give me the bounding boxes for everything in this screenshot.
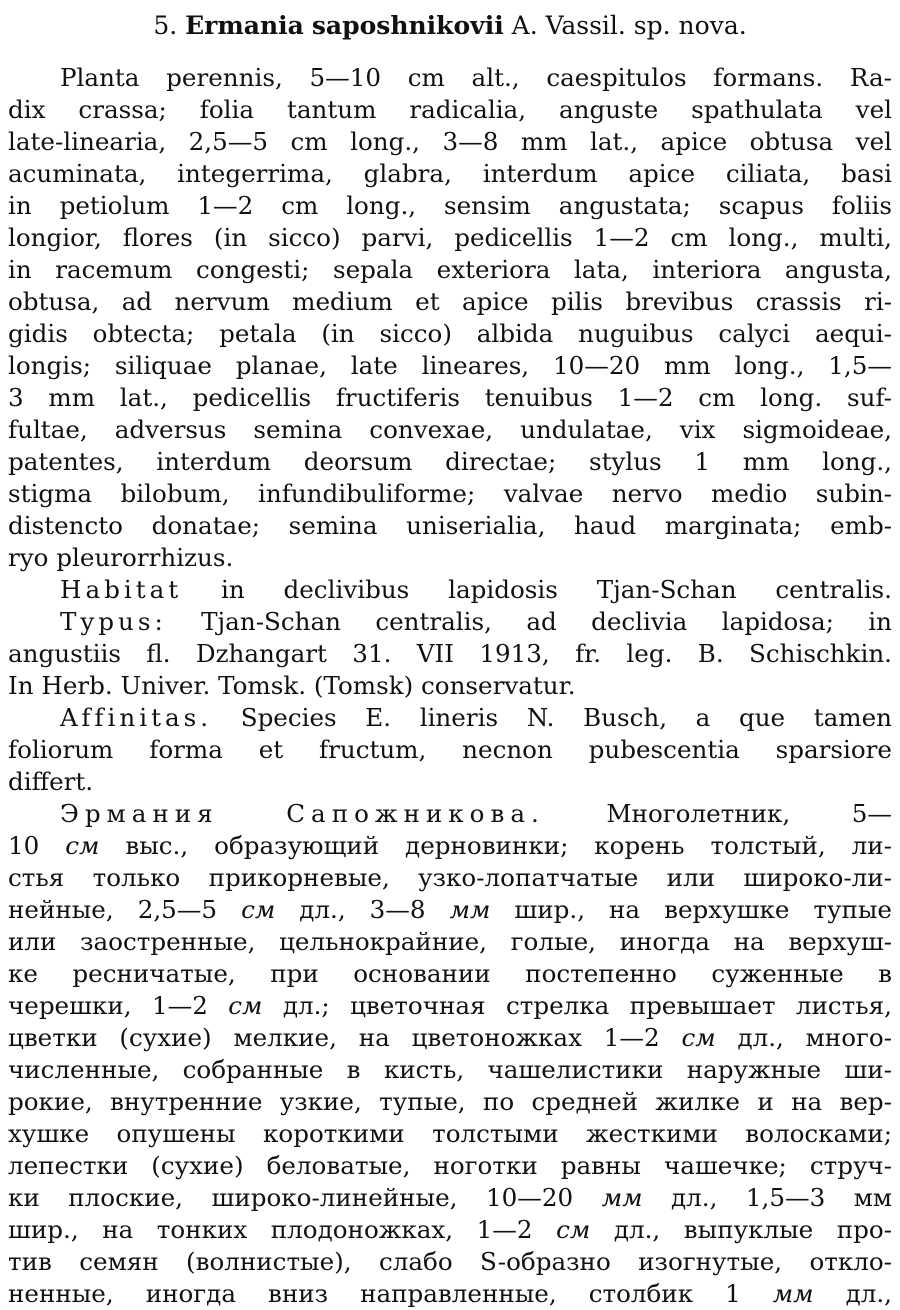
- species-authority: A. Vassil. sp. nova.: [511, 11, 747, 40]
- text-line: цветки (сухие) мелкие, на цветоножках 1—2 см дл., много-: [8, 1023, 892, 1052]
- text-line: стья только прикорневые, узко-лопатчатые или широко-ли-: [8, 863, 892, 892]
- text-line: ненные, иногда вниз направленные, столбик 1 мм дл.,: [8, 1279, 892, 1308]
- affinitas-label: Affinitas.: [60, 703, 213, 732]
- text-line: fultae, adversus semina convexae, undulatae, vix sigmoideae,: [8, 415, 892, 444]
- text-line: distencto donatae; semina uniserialia, haud marginata; emb-: [8, 511, 892, 540]
- species-genus: Ermania: [185, 11, 304, 40]
- text-line: ки плоские, широко-линейные, 10—20 мм дл., 1,5—3 мм: [8, 1183, 893, 1212]
- text-line: лепестки (сухие) беловатые, ноготки равны чашечке; струч-: [8, 1151, 892, 1180]
- text-line: patentes, interdum deorsum directae; stylus 1 mm long.,: [8, 447, 892, 476]
- text-line: 3 mm lat., pedicellis fructiferis tenuibus 1—2 cm long. suf-: [8, 383, 892, 412]
- text-line: или заостренные, цельнокрайние, голые, иногда на верхуш-: [8, 927, 892, 956]
- text-line: шир., на тонких плодоножках, 1—2 см дл., выпуклые про-: [8, 1215, 893, 1244]
- text-line: stigma bilobum, infundibuliforme; valvae nervo medio subin-: [8, 479, 892, 508]
- text-line: ке ресничатые, при основании постепенно суженные в: [8, 959, 892, 988]
- text-line: тив семян (волнистые), слабо S-образно изогнутые, откло-: [8, 1247, 892, 1276]
- species-epithet: saposhnikovii: [311, 11, 504, 40]
- text-line: longis; siliquae planae, late lineares, 10—20 mm long., 1,5—: [8, 351, 892, 380]
- text-line: 10 см выс., образующий дерновинки; корень толстый, ли-: [8, 831, 892, 860]
- text-line: longior, flores (in sicco) parvi, pedicellis 1—2 cm long., multi,: [8, 223, 892, 252]
- species-heading: [0, 6, 900, 46]
- text-line: dix crassa; folia tantum radicalia, anguste spathulata vel: [8, 95, 892, 124]
- typus-text: Tjan-Schan centralis, ad declivia lapidosa; in: [201, 607, 892, 636]
- text-line: [8, 606, 892, 638]
- text-line: angustiis fl. Dzhangart 31. VII 1913, fr. leg. B. Schischkin.: [8, 639, 892, 668]
- text-line: differt.: [8, 767, 94, 796]
- text-line: in racemum congesti; sepala exteriora lata, interiora angusta,: [8, 255, 892, 284]
- species-number: 5.: [153, 11, 178, 40]
- text-line: нейные, 2,5—5 см дл., 3—8 мм шир., на верхушке тупые: [8, 895, 892, 924]
- habitat-label: Habitat: [60, 575, 183, 604]
- text-line: Planta perennis, 5—10 cm alt., caespitulos formans. Ra-: [60, 63, 892, 92]
- text-line: [8, 702, 892, 734]
- text-line: хушке опушены короткими толстыми жесткими волосками;: [8, 1119, 892, 1148]
- affinitas-text: Species E. lineris N. Busch, a que tamen: [240, 703, 892, 732]
- typus-label: Typus:: [60, 607, 167, 636]
- text-line: acuminata, integerrima, glabra, interdum apice ciliata, basi: [8, 159, 892, 188]
- text-line: In Herb. Univer. Tomsk. (Tomsk) conservatur.: [8, 671, 576, 700]
- russian-text: Многолетник, 5—: [606, 799, 893, 828]
- text-line: численные, собранные в кисть, чашелистики наружные ши-: [8, 1055, 892, 1084]
- text-line: ryo pleurorrhizus.: [8, 543, 234, 572]
- text-line: in petiolum 1—2 cm long., sensim angustata; scapus foliis: [8, 191, 892, 220]
- habitat-text: in declivibus lapidosis Tjan-Schan centralis.: [220, 575, 892, 604]
- text-line: obtusa, ad nervum medium et apice pilis brevibus crassis ri-: [8, 287, 892, 316]
- text-line: черешки, 1—2 см дл.; цветочная стрелка превышает листья,: [8, 991, 892, 1020]
- text-line: рокие, внутренние узкие, тупые, по средней жилке и на вер-: [8, 1087, 892, 1116]
- russian-species-name: Эрмания Сапожникова.: [60, 799, 545, 828]
- text-line: late-linearia, 2,5—5 cm long., 3—8 mm lat., apice obtusa vel: [8, 127, 892, 156]
- habitat-paragraph: [8, 574, 892, 606]
- text-line: [8, 798, 892, 830]
- text-line: gidis obtecta; petala (in sicco) albida nuguibus calyci aequi-: [8, 319, 892, 348]
- text-line: foliorum forma et fructum, necnon pubescentia sparsiore: [8, 735, 892, 764]
